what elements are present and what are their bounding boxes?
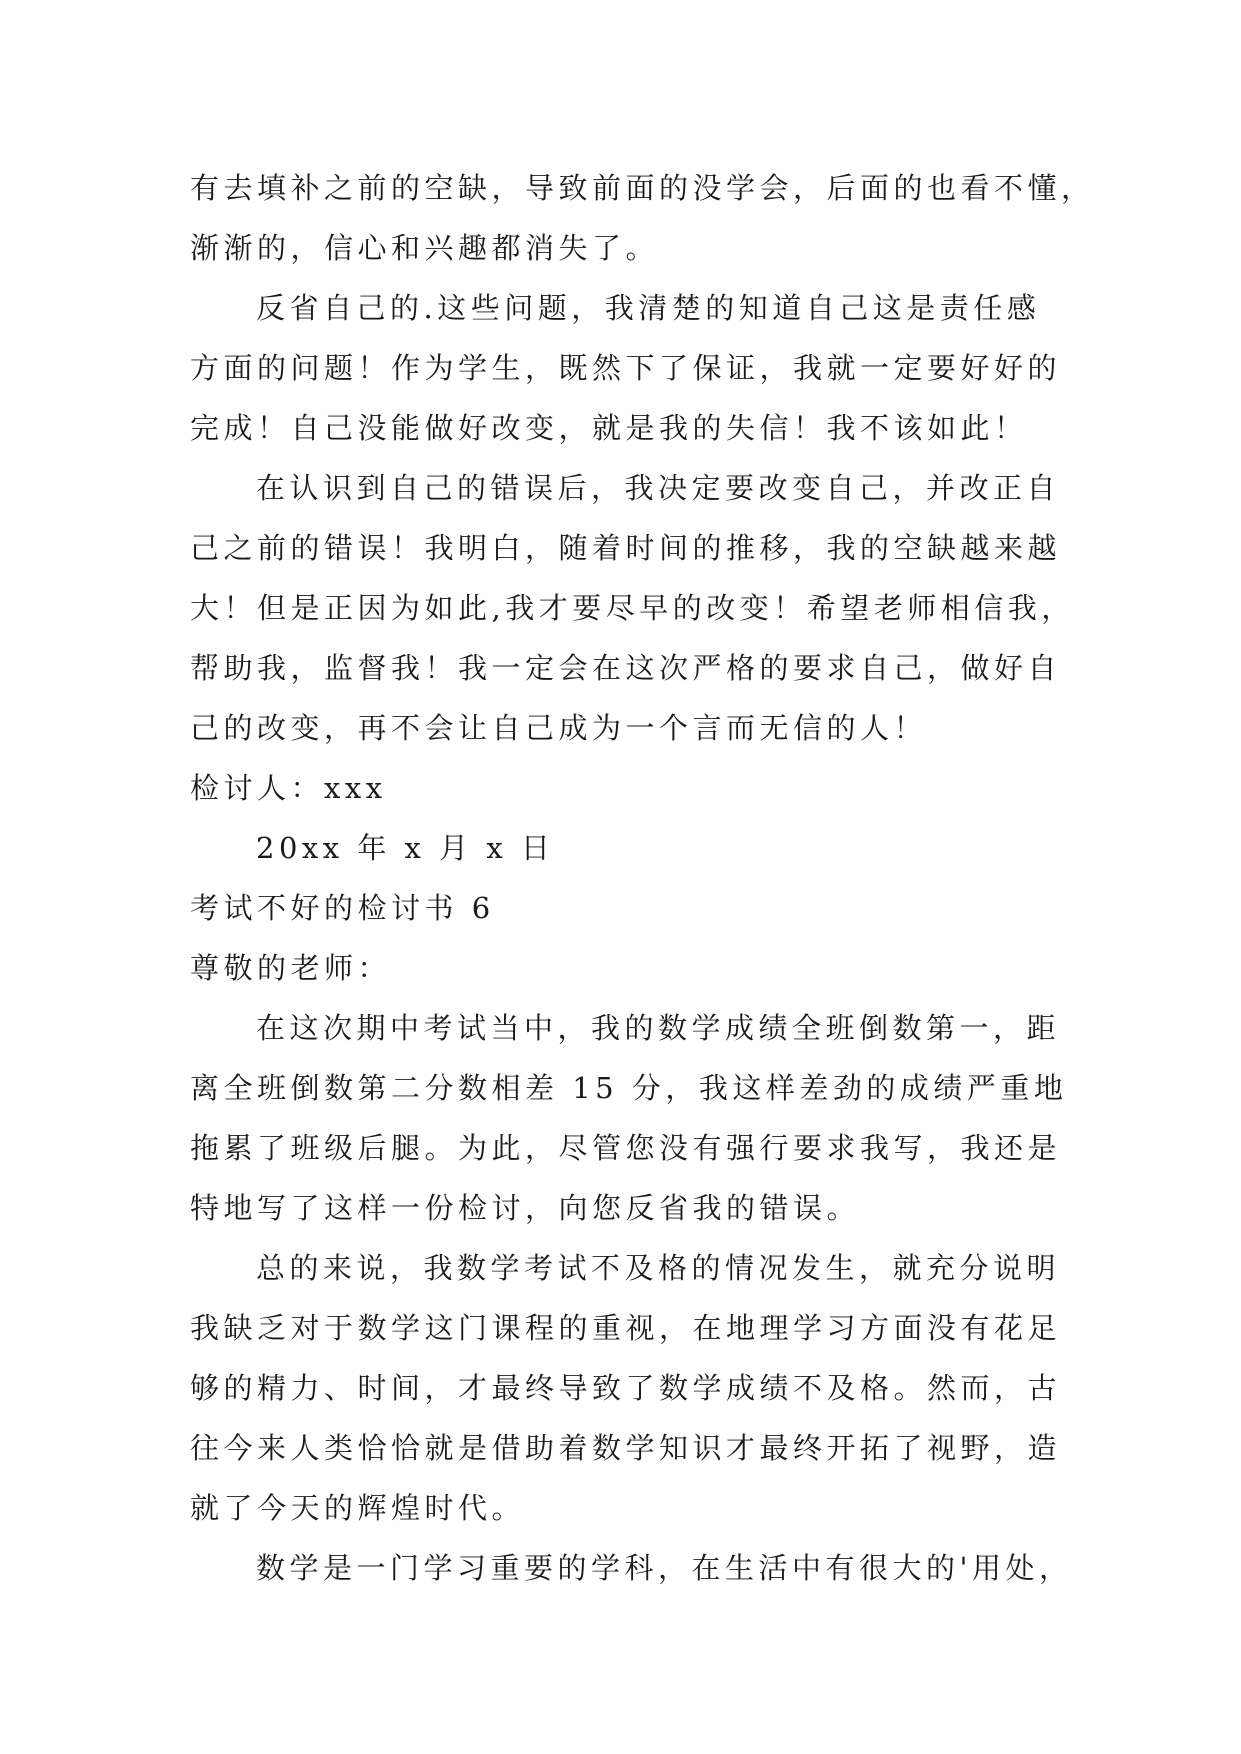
text-line: 就了今天的辉煌时代。 xyxy=(190,1491,526,1525)
text-line: 帮助我，监督我！我一定会在这次严格的要求自己，做好自 xyxy=(190,651,1062,685)
text-line: 己之前的错误！我明白，随着时间的推移，我的空缺越来越 xyxy=(190,531,1062,565)
paragraph-start: 反省自己的.这些问题，我清楚的知道自己这是责任感 xyxy=(256,291,1041,325)
document-page xyxy=(190,158,1095,1598)
paragraph-start: 数学是一门学习重要的学科，在生活中有很大的'用处， xyxy=(256,1551,1073,1585)
salutation: 尊敬的老师： xyxy=(190,951,392,985)
text-line: 有去填补之前的空缺，导致前面的没学会，后面的也看不懂， xyxy=(190,171,1095,205)
text-line: 完成！自己没能做好改变，就是我的失信！我不该如此！ xyxy=(190,411,1028,445)
paragraph-start: 总的来说，我数学考试不及格的情况发生，就充分说明 xyxy=(256,1251,1061,1285)
text-line: 拖累了班级后腿。为此，尽管您没有强行要求我写，我还是 xyxy=(190,1131,1062,1165)
text-line: 往今来人类恰恰就是借助着数学知识才最终开拓了视野，造 xyxy=(190,1431,1062,1465)
paragraph-start: 在这次期中考试当中，我的数学成绩全班倒数第一，距 xyxy=(256,1011,1061,1045)
text-line: 特地写了这样一份检讨，向您反省我的错误。 xyxy=(190,1191,861,1225)
signature-line: 检讨人：xxx xyxy=(190,771,387,805)
text-line: 离全班倒数第二分数相差 15 分，我这样差劲的成绩严重地 xyxy=(190,1071,1068,1105)
text-line: 渐渐的，信心和兴趣都消失了。 xyxy=(190,231,660,265)
text-line: 己的改变，再不会让自己成为一个言而无信的人！ xyxy=(190,711,928,745)
paragraph-start: 在认识到自己的错误后，我决定要改变自己，并改正自 xyxy=(256,471,1061,505)
text-line: 大！但是正因为如此,我才要尽早的改变！希望老师相信我， xyxy=(190,591,1075,625)
section-title: 考试不好的检讨书 6 xyxy=(190,891,495,925)
text-line: 方面的问题！作为学生，既然下了保证，我就一定要好好的 xyxy=(190,351,1062,385)
text-line: 够的精力、时间，才最终导致了数学成绩不及格。然而，古 xyxy=(190,1371,1062,1405)
text-line: 我缺乏对于数学这门课程的重视，在地理学习方面没有花足 xyxy=(190,1311,1062,1345)
date-line: 20xx 年 x 月 x 日 xyxy=(256,831,555,865)
